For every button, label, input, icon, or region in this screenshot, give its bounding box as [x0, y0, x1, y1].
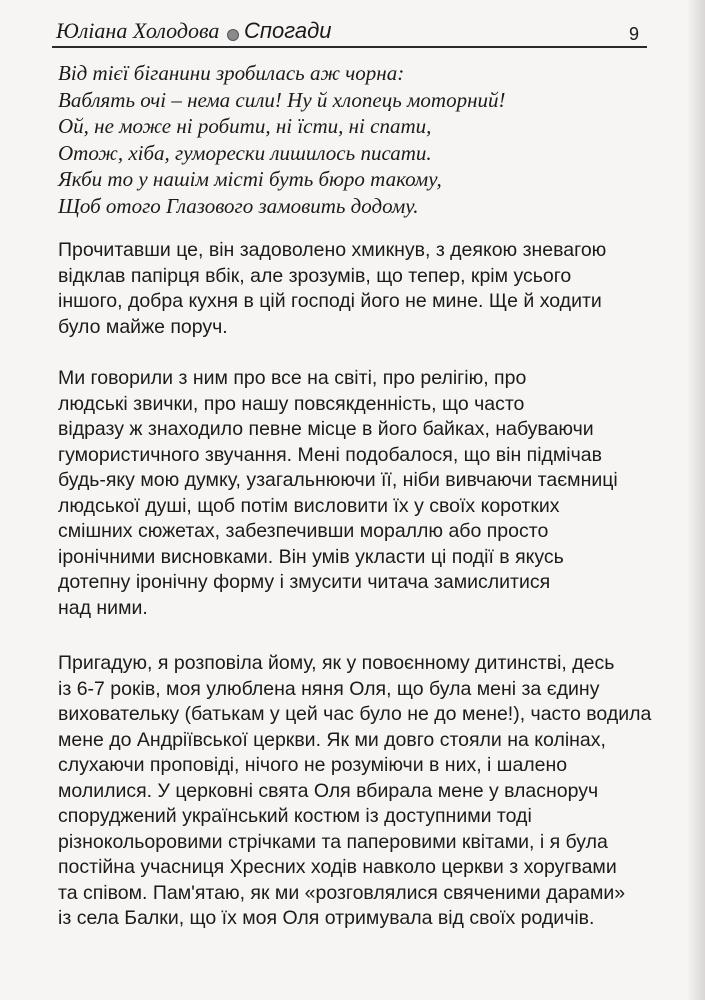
paragraph-1 — [58, 238, 658, 340]
header-author: Юліана Холодова — [56, 18, 220, 43]
text-line: молилися. У церковні свята Оля вбирала мене у власноруч — [58, 779, 599, 802]
poem-line: Ой, не може ні робити, ні їсти, ні спати, — [58, 114, 432, 138]
text-line: Прочитавши це, він задоволено хмикнув, з деякою зневагою — [58, 239, 607, 261]
text-line: було майже поруч. — [58, 315, 228, 338]
poem-line: Отож, хіба, гуморески лишилось писати. — [58, 140, 432, 165]
paragraph-3 — [58, 651, 658, 932]
text-line: із села Балки, що їх моя Оля отримувала від своїх родичів. — [58, 907, 595, 929]
page-number: 9 — [628, 24, 639, 44]
text-line: із 6-7 років, моя улюблена няня Оля, що була мені за єдину — [58, 677, 600, 700]
text-line: смішних сюжетах, забезпечивши мораллю або просто — [58, 520, 549, 542]
text-line: будь-яку мою думку, узагальнюючи її, ніби вивчаючи таємниці — [58, 469, 618, 491]
bullet-dot-icon — [227, 29, 239, 41]
text-line: гумористичного звучання. Мені подобалося, що він підмічав — [58, 443, 603, 466]
poem-stanza — [58, 60, 648, 219]
poem-line: Щоб отого Глазового замовить додому. — [58, 193, 419, 218]
text-line: іншого, добра кухня в цій господі його не мине. Ще й ходити — [58, 290, 602, 312]
text-line: споруджений український костюм із доступними тоді — [58, 805, 532, 827]
text-line: іронічними висновками. Він умів укласти ці події в якусь — [58, 545, 564, 568]
page-edge-shadow — [687, 0, 705, 1000]
poem-line: Від тієї біганини зробилась аж чорна: — [58, 61, 405, 85]
text-line: дотепну іронічну форму і змусити читача замислитися — [58, 571, 551, 593]
text-line: постійна учасниця Хресних ходів навколо церкви з хоругвами — [58, 856, 617, 878]
header-title: Спогади — [244, 18, 332, 43]
text-line: Ми говорили з ним про все на світі, про релігію, про — [58, 367, 527, 389]
poem-line: Якби то у нашім місті буть бюро такому, — [58, 167, 442, 191]
running-header — [52, 14, 647, 48]
text-line: над ними. — [58, 596, 148, 619]
text-line: людські звички, про нашу повсякденність, що часто — [58, 392, 525, 415]
text-line: відклав папірця вбік, але зрозумів, що тепер, крім усього — [58, 264, 572, 287]
paragraph-2 — [58, 366, 658, 621]
poem-line: Ваблять очі – нема сили! Ну й хлопець моторний! — [58, 87, 506, 112]
text-line: мене до Андріївської церкви. Як ми довго стояли на колінах, — [58, 728, 606, 751]
text-line: відразу ж знаходило певне місце в його байках, набуваючи — [58, 418, 594, 440]
text-line: та співом. Пам'ятаю, як ми «розговлялися свяченими дарами» — [58, 881, 626, 904]
text-line: слухаючи проповіді, нічого не розуміючи в них, і шалено — [58, 754, 568, 776]
text-line: різнокольоровими стрічками та паперовими квітами, і я була — [58, 830, 608, 853]
text-line: Пригадую, я розповіла йому, як у повоєнному дитинстві, десь — [58, 652, 615, 674]
text-line: людської душі, щоб потім висловити їх у своїх коротких — [58, 494, 560, 517]
text-line: виховательку (батькам у цей час було не до мене!), часто водила — [58, 703, 652, 725]
